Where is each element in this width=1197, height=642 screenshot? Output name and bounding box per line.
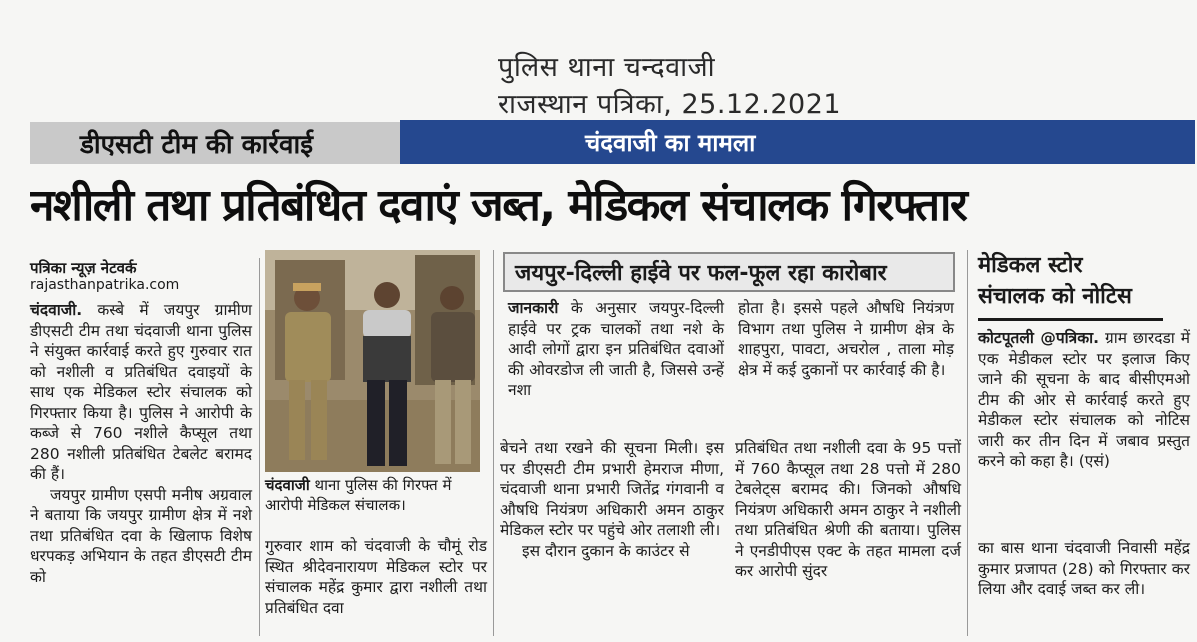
notice-body: ग्राम छारदडा में एक मेडीकल स्टोर पर इलाज किए जाने की सूचना के बाद बीसीएमओ टीम की ओर से कार्रवाई करते हुए मेडीकल स्टोर संचालक को नोटिस जारी कर तीन दिन में जबाव प्रस्तुत करने को कहा है। (एसं): [978, 329, 1190, 470]
story-column-b: [265, 536, 487, 618]
story-column-e: [978, 538, 1190, 600]
dateline: चंदवाजी.: [30, 301, 83, 319]
handwritten-note-line1: पुलिस थाना चन्दवाजी: [498, 52, 716, 83]
main-headline: नशीली तथा प्रतिबंधित दवाएं जब्त, मेडिकल संचालक गिरफ्तार: [30, 180, 967, 231]
arrest-photo: [265, 250, 480, 472]
notice-heading: [978, 250, 1168, 312]
section-tag-dst: डीएसटी टीम की कार्रवाई: [30, 122, 400, 164]
column-divider: [259, 258, 260, 636]
photo-caption: [265, 475, 485, 515]
story-column-a: [30, 300, 252, 587]
byline-website: rajasthanpatrika.com: [30, 277, 180, 293]
handwritten-note-line2: राजस्थान पत्रिका, 25.12.2021: [498, 89, 842, 120]
section-tag-chandwaji: चंदवाजी का मामला: [400, 120, 1195, 164]
column-divider: [493, 250, 494, 636]
caption-text: थाना पुलिस की गिरफ्त में आरोपी मेडिकल संचालक।: [265, 476, 452, 514]
notice-dateline: कोटपूतली @पत्रिका.: [978, 329, 1100, 347]
sub-story-column-2: [738, 298, 954, 380]
sub-story-heading: जयपुर-दिल्ली हाईवे पर फल-फूल रहा कारोबार: [503, 252, 955, 292]
story-para-2: जयपुर ग्रामीण एसपी मनीष अग्रवाल ने बताया कि जयपुर ग्रामीण क्षेत्र में नशे तथा प्रतिबंधित दवा के खिलाफ विशेष धरपकड़ अभियान के तहत डीएसटी टीम को: [30, 485, 252, 586]
story-column-b-text: गुरुवार शाम को चंदवाजी के चौमूं रोड स्थित श्रीदेवनारायण मेडिकल स्टोर पर संचालक महेंद्र कुमार द्वारा नशीली तथा प्रतिबंधित दवा: [265, 537, 487, 617]
story-column-c: [500, 438, 724, 561]
story-column-e-text: का बास थाना चंदवाजी निवासी महेंद्र कुमार प्रजापत (28) को गिरफ्तार कर लिया और दवाई जब्त कर ली।: [978, 539, 1190, 598]
story-para-1: [30, 300, 252, 485]
story-column-d: [735, 438, 961, 582]
sub-story-text-1-body: के अनुसार जयपुर-दिल्ली हाईवे पर ट्रक चालकों तथा नशे के आदी लोगों द्वारा इन प्रतिबंधित दवाओं की ओवरडोज ली जाती है, जिससे उन्हें नशा: [508, 299, 724, 399]
notice-rule: [978, 318, 1163, 321]
notice-text: [978, 328, 1190, 472]
story-column-c-text1: बेचने तथा रखने की सूचना मिली। इस पर डीएसटी टीम प्रभारी हेमराज मीणा, चंदवाजी थाना प्रभारी जितेंद्र गंगवानी व औषधि नियंत्रण अधिकारी अमन ठाकुर मेडिकल स्टोर पर पहुंचे ओर तलाशी ली।: [500, 439, 724, 539]
story-column-c-text2: इस दौरान दुकान के काउंटर से: [522, 541, 690, 560]
column-divider: [967, 250, 968, 636]
sub-story-text-2: होता है। इससे पहले औषधि नियंत्रण विभाग तथा पुलिस ने ग्रामीण क्षेत्र के शाहपुरा, पावटा, अचरोल , ताला मोड़ क्षेत्र में कई दुकानों पर कार्रवाई की है।: [738, 299, 954, 379]
caption-place: चंदवाजी: [265, 476, 310, 494]
story-column-d-text: प्रतिबंधित तथा नशीली दवा के 95 पत्तों में 760 कैप्सूल तथा 28 पत्तो में 280 टेबलेट्स बरामद की। जिनको औषधि नियंत्रण अधिकारी अमन ठाकुर ने नशीली तथा प्रतिबंधित श्रेणी की बताया। पुलिस ने एनडीपीएस एक्ट के तहत मामला दर्ज कर आरोपी सुंदर: [735, 439, 961, 580]
notice-heading-line1: मेडिकल स्टोर: [978, 253, 1083, 278]
notice-heading-line2: संचालक को नोटिस: [978, 284, 1132, 309]
notice-column: [978, 328, 1190, 472]
arrest-photo-image: [265, 250, 480, 472]
sub-story-lead: जानकारी: [508, 299, 559, 317]
sub-story-column-1: [508, 298, 724, 401]
byline-network: पत्रिका न्यूज़ नेटवर्क: [30, 259, 137, 277]
story-para-1-text: कस्बे में जयपुर ग्रामीण डीएसटी टीम तथा चंदवाजी थाना पुलिस ने संयुक्त कार्रवाई करते हुए गुरुवार रात को नशीली व प्रतिबंधित दवाइयों के साथ एक मेडिकल स्टोर संचालक को गिरफ्तार किया है। पुलिस ने आरोपी के कब्जे से 760 नशीले कैप्सूल तथा 280 नशीली प्रतिबंधित टेबलेट बरामद की हैं।: [30, 301, 253, 483]
sub-story-text-1: [508, 298, 724, 401]
